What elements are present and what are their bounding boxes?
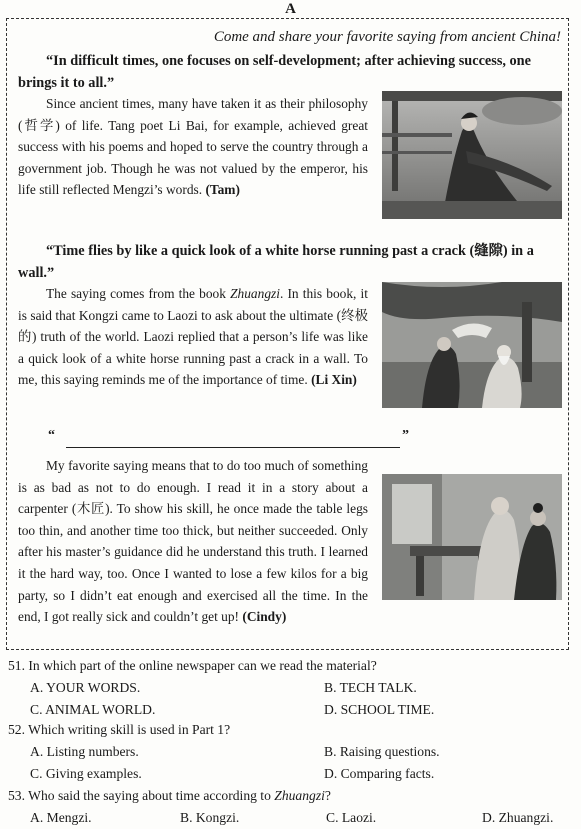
close-quote-mark: ” — [402, 428, 409, 443]
carpenter-illustration — [382, 474, 562, 600]
q53-option-b[interactable]: B. Kongzi. — [180, 810, 240, 825]
part2-author: (Li Xin) — [311, 372, 357, 388]
part1-quote: “In difficult times, one focuses on self-development; after achieving success, one brings it to all.” — [18, 53, 531, 91]
q51-option-d[interactable]: D. SCHOOL TIME. — [324, 702, 435, 717]
intro-line: Come and share your favorite saying from ancient China! — [213, 29, 561, 45]
q53-option-d[interactable]: D. Zhuangzi. — [482, 810, 554, 825]
q52-option-a[interactable]: A. Listing numbers. — [30, 744, 139, 759]
part3-body — [18, 455, 368, 628]
section-label: A — [285, 1, 296, 17]
q52-option-b[interactable]: B. Raising questions. — [324, 744, 440, 759]
q51-option-b[interactable]: B. TECH TALK. — [324, 680, 417, 695]
missing-saying-blank — [66, 447, 400, 448]
part1-body — [18, 93, 368, 201]
q51-option-c[interactable]: C. ANIMAL WORLD. — [30, 702, 156, 717]
question-51: 51. In which part of the online newspaper can we read the material? — [8, 658, 377, 673]
laozi-kongzi-illustration — [382, 282, 562, 408]
q53-option-a[interactable]: A. Mengzi. — [30, 810, 92, 825]
q51-option-a[interactable]: A. YOUR WORDS. — [30, 680, 141, 695]
li-bai-illustration — [382, 91, 562, 219]
q53-text-end: ? — [324, 788, 331, 803]
q53-text-start: 53. Who said the saying about time according to — [8, 788, 275, 803]
q52-option-d[interactable]: D. Comparing facts. — [324, 766, 435, 781]
part3-body-text: My favorite saying means that to do too much of something is as bad as not to do enough. I read it in a story about a carpenter (木匠). To show his skill, he once made the table legs too thin, and another time too thick, but neither succeeded. Only after his master’s guidance did he understand this truth. I learned it the hard way, too. Once I wanted to lose a few kilos for a big party, so I didn’t eat enough and exercised all the time. In the end, I got really sick and couldn’t get up! — [18, 458, 368, 625]
book-title: Zhuangzi — [230, 286, 280, 301]
part1-author: (Tam) — [205, 182, 240, 198]
part2-body-end: . In this book, it is said that Kongzi came to Laozi to ask about the ultimate (终极的) truth of the world. Laozi replied that a person’s life was like a quick look of a white horse running past a crack in a wall. To me, this saying reminds me of the importance of time. — [18, 286, 368, 388]
part1-body-text: Since ancient times, many have taken it as their philosophy (哲学) of life. Tang poet Li Bai, for example, achieved great success with his poems and hoped to serve the country through a government job. Though he was not valued by the emperor, his life still reflected Mengzi’s words. — [18, 96, 368, 198]
open-quote-mark: “ — [48, 428, 55, 443]
q52-option-c[interactable]: C. Giving examples. — [30, 766, 142, 781]
part2-body-start: The saying comes from the book — [46, 286, 231, 301]
part2-body — [18, 283, 368, 391]
part3-author: (Cindy) — [242, 609, 287, 625]
part2-quote: “Time flies by like a quick look of a white horse running past a crack (缝隙) in a wall.” — [18, 243, 534, 281]
q53-option-c[interactable]: C. Laozi. — [326, 810, 377, 825]
q53-book-title: Zhuangzi — [274, 788, 325, 803]
question-52: 52. Which writing skill is used in Part 1? — [8, 722, 231, 737]
question-53 — [8, 788, 331, 804]
